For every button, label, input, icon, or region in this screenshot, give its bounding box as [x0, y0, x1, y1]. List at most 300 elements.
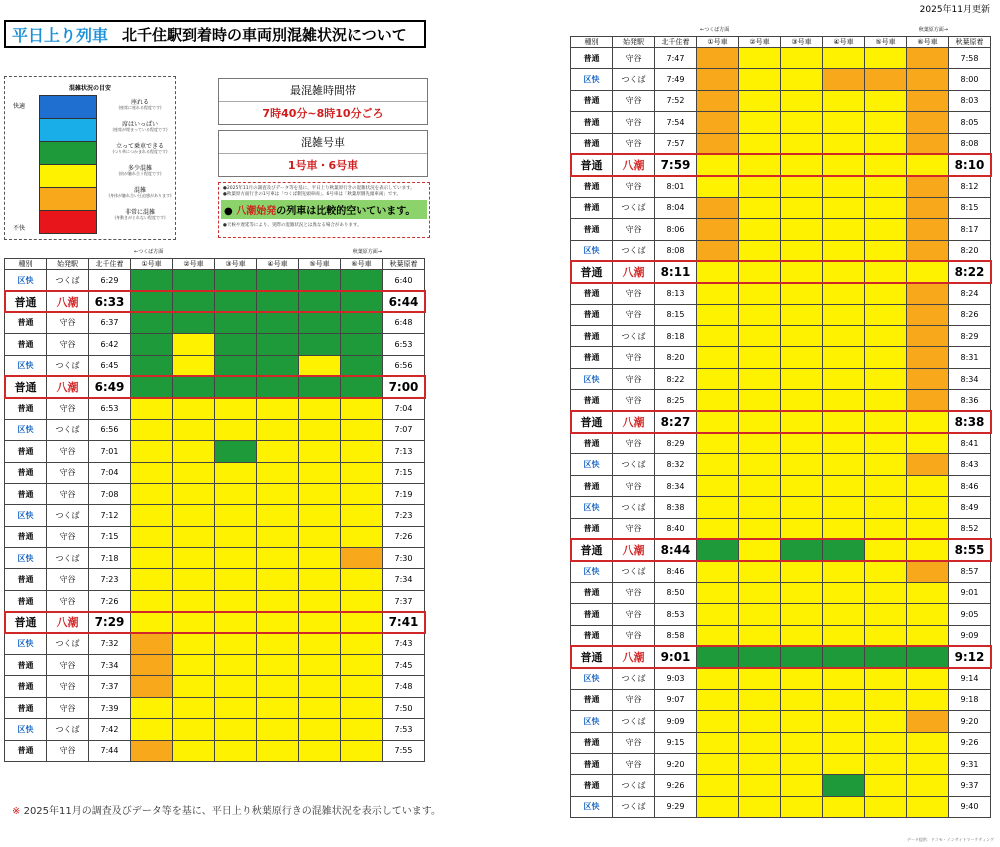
origin-station: 守谷 — [47, 740, 89, 761]
kitasenju-arrival: 7:01 — [89, 441, 131, 462]
car-1-crowding — [131, 569, 173, 590]
kitasenju-arrival: 6:49 — [89, 376, 131, 397]
origin-station: つくば — [613, 454, 655, 475]
car-3-crowding — [781, 347, 823, 368]
train-row — [571, 497, 991, 518]
kitasenju-arrival: 7:44 — [89, 740, 131, 761]
footer-text: 2025年11月の調査及びデータ等を基に、平日上り秋葉原行きの混雑状況を表示しています。 — [23, 806, 441, 817]
column-header: ⑤号車 — [865, 37, 907, 48]
kitasenju-arrival: 8:13 — [655, 283, 697, 304]
car-3-crowding — [215, 548, 257, 569]
timetable-right — [570, 26, 996, 818]
legend-level-text: 混雑 — [133, 187, 146, 194]
akihabara-arrival: 7:13 — [383, 441, 425, 462]
title-tag: 平日上り列車 — [12, 25, 109, 45]
kitasenju-arrival: 9:07 — [655, 689, 697, 710]
akihabara-arrival: 9:26 — [949, 732, 991, 753]
car-3-crowding — [781, 561, 823, 582]
car-5-crowding — [865, 112, 907, 133]
car-6-crowding — [907, 154, 949, 175]
car-4-crowding — [257, 270, 299, 291]
car-5-crowding — [299, 462, 341, 483]
car-1-crowding — [131, 355, 173, 376]
kitasenju-arrival: 8:11 — [655, 261, 697, 282]
car-1-crowding — [697, 48, 739, 69]
car-6-crowding — [907, 753, 949, 774]
kitasenju-arrival: 9:09 — [655, 711, 697, 732]
car-3-crowding — [781, 711, 823, 732]
train-row — [571, 475, 991, 496]
car-2-crowding — [739, 154, 781, 175]
car-1-crowding — [131, 633, 173, 654]
car-5-crowding — [299, 483, 341, 504]
car-1-crowding — [697, 304, 739, 325]
car-3-crowding — [215, 612, 257, 633]
car-1-crowding — [131, 441, 173, 462]
train-row — [571, 112, 991, 133]
car-4-crowding — [823, 133, 865, 154]
car-3-crowding — [215, 676, 257, 697]
train-row — [571, 304, 991, 325]
peak-time-box — [218, 78, 428, 125]
train-type: 普通 — [5, 526, 47, 547]
akihabara-arrival: 7:37 — [383, 590, 425, 611]
car-5-crowding — [299, 697, 341, 718]
train-row — [571, 625, 991, 646]
train-row — [5, 569, 425, 590]
train-row — [571, 326, 991, 347]
train-row — [5, 740, 425, 761]
car-3-crowding — [215, 569, 257, 590]
train-type: 普通 — [5, 291, 47, 312]
car-4-crowding — [823, 711, 865, 732]
car-1-crowding — [697, 561, 739, 582]
train-type: 普通 — [571, 48, 613, 69]
kitasenju-arrival: 8:06 — [655, 219, 697, 240]
car-4-crowding — [823, 283, 865, 304]
train-type: 普通 — [5, 376, 47, 397]
car-3-crowding — [215, 462, 257, 483]
car-4-crowding — [257, 697, 299, 718]
car-1-crowding — [131, 334, 173, 355]
car-2-crowding — [173, 569, 215, 590]
crowded-car-head: 混雑号車 — [219, 131, 427, 154]
car-2-crowding — [739, 112, 781, 133]
car-5-crowding — [865, 69, 907, 90]
car-2-crowding — [739, 475, 781, 496]
car-4-crowding — [257, 740, 299, 761]
origin-station: 守谷 — [613, 732, 655, 753]
train-row — [571, 176, 991, 197]
akihabara-arrival: 7:53 — [383, 719, 425, 740]
train-row — [5, 526, 425, 547]
car-1-crowding — [697, 796, 739, 817]
origin-station: 守谷 — [47, 334, 89, 355]
akihabara-arrival: 7:00 — [383, 376, 425, 397]
car-4-crowding — [257, 676, 299, 697]
kitasenju-arrival: 8:38 — [655, 497, 697, 518]
train-type: 普通 — [571, 326, 613, 347]
car-3-crowding — [215, 334, 257, 355]
car-6-crowding — [907, 454, 949, 475]
column-header: 始発駅 — [47, 259, 89, 270]
kitasenju-arrival: 9:26 — [655, 775, 697, 796]
car-6-crowding — [907, 796, 949, 817]
legend-level-sub: (肩が触れ合う程度です) — [118, 171, 162, 177]
train-row — [571, 668, 991, 689]
table-header-row — [5, 259, 425, 270]
train-type: 区快 — [5, 548, 47, 569]
car-2-crowding — [173, 655, 215, 676]
origin-station: 守谷 — [613, 304, 655, 325]
car-3-crowding — [781, 261, 823, 282]
train-type: 普通 — [5, 740, 47, 761]
kitasenju-arrival: 8:15 — [655, 304, 697, 325]
train-type: 区快 — [571, 796, 613, 817]
train-type: 区快 — [571, 454, 613, 475]
car-6-crowding — [341, 697, 383, 718]
car-4-crowding — [823, 154, 865, 175]
legend-level-label — [105, 165, 175, 177]
car-3-crowding — [215, 312, 257, 333]
car-2-crowding — [739, 689, 781, 710]
train-type: 区快 — [5, 355, 47, 376]
car-4-crowding — [257, 355, 299, 376]
car-6-crowding — [907, 326, 949, 347]
car-6-crowding — [907, 48, 949, 69]
kitasenju-arrival: 7:32 — [89, 633, 131, 654]
car-2-crowding — [173, 355, 215, 376]
car-2-crowding — [739, 454, 781, 475]
car-4-crowding — [823, 497, 865, 518]
kitasenju-arrival: 7:12 — [89, 505, 131, 526]
car-1-crowding — [697, 433, 739, 454]
akihabara-arrival: 8:38 — [949, 411, 991, 432]
car-2-crowding — [173, 462, 215, 483]
legend-level-sub: (つり革につかまれる程度です) — [112, 149, 168, 155]
column-header: ④号車 — [257, 259, 299, 270]
car-5-crowding — [299, 334, 341, 355]
car-5-crowding — [865, 197, 907, 218]
train-type: 普通 — [5, 676, 47, 697]
train-type: 普通 — [571, 689, 613, 710]
origin-station: 守谷 — [613, 347, 655, 368]
akihabara-arrival: 9:09 — [949, 625, 991, 646]
car-4-crowding — [823, 69, 865, 90]
akihabara-arrival: 8:08 — [949, 133, 991, 154]
car-2-crowding — [173, 676, 215, 697]
train-row — [5, 462, 425, 483]
direction-left-label-2: ←つくば方面 — [700, 27, 730, 33]
car-1-crowding — [131, 376, 173, 397]
column-header: ③号車 — [215, 259, 257, 270]
akihabara-arrival: 8:46 — [949, 475, 991, 496]
car-2-crowding — [173, 719, 215, 740]
akihabara-arrival: 7:19 — [383, 483, 425, 504]
train-type: 普通 — [5, 312, 47, 333]
car-6-crowding — [907, 582, 949, 603]
legend-level-label — [105, 209, 175, 221]
car-5-crowding — [865, 240, 907, 261]
train-type: 普通 — [571, 283, 613, 304]
train-type: 区快 — [5, 719, 47, 740]
akihabara-arrival: 8:15 — [949, 197, 991, 218]
car-2-crowding — [739, 304, 781, 325]
car-5-crowding — [865, 304, 907, 325]
car-3-crowding — [215, 441, 257, 462]
train-type: 普通 — [5, 398, 47, 419]
akihabara-arrival: 8:10 — [949, 154, 991, 175]
kitasenju-arrival: 8:20 — [655, 347, 697, 368]
car-5-crowding — [299, 441, 341, 462]
car-4-crowding — [823, 561, 865, 582]
akihabara-arrival: 7:45 — [383, 655, 425, 676]
train-row — [5, 697, 425, 718]
car-3-crowding — [781, 411, 823, 432]
train-row — [571, 240, 991, 261]
car-1-crowding — [131, 398, 173, 419]
column-header: ②号車 — [739, 37, 781, 48]
akihabara-arrival: 8:49 — [949, 497, 991, 518]
akihabara-arrival: 7:04 — [383, 398, 425, 419]
note-3: ●天候や遅延等により、実際の混雑状況とは異なる場合があります。 — [223, 223, 362, 228]
train-type: 普通 — [571, 219, 613, 240]
origin-station: 守谷 — [47, 697, 89, 718]
akihabara-arrival: 8:41 — [949, 433, 991, 454]
car-4-crowding — [823, 604, 865, 625]
origin-station: 守谷 — [613, 753, 655, 774]
kitasenju-arrival: 9:29 — [655, 796, 697, 817]
car-6-crowding — [907, 283, 949, 304]
car-1-crowding — [131, 740, 173, 761]
kitasenju-arrival: 8:34 — [655, 475, 697, 496]
car-3-crowding — [781, 283, 823, 304]
car-6-crowding — [907, 219, 949, 240]
timetable-left — [4, 248, 430, 762]
car-4-crowding — [823, 240, 865, 261]
car-2-crowding — [173, 526, 215, 547]
origin-station: つくば — [613, 326, 655, 347]
car-2-crowding — [739, 133, 781, 154]
train-type: 普通 — [5, 590, 47, 611]
akihabara-arrival: 7:34 — [383, 569, 425, 590]
car-2-crowding — [739, 48, 781, 69]
car-1-crowding — [697, 668, 739, 689]
car-5-crowding — [299, 655, 341, 676]
car-1-crowding — [697, 646, 739, 667]
train-row — [5, 419, 425, 440]
car-5-crowding — [299, 719, 341, 740]
car-2-crowding — [739, 390, 781, 411]
car-5-crowding — [299, 312, 341, 333]
car-3-crowding — [215, 719, 257, 740]
car-4-crowding — [257, 312, 299, 333]
table-header-row — [571, 37, 991, 48]
car-1-crowding — [697, 475, 739, 496]
legend-level-text: 多少混雑 — [127, 165, 152, 172]
origin-station: 守谷 — [613, 518, 655, 539]
kitasenju-arrival: 7:47 — [655, 48, 697, 69]
column-header: ④号車 — [823, 37, 865, 48]
car-2-crowding — [173, 697, 215, 718]
akihabara-arrival: 9:37 — [949, 775, 991, 796]
kitasenju-arrival: 8:08 — [655, 240, 697, 261]
car-6-crowding — [907, 176, 949, 197]
kitasenju-arrival: 8:04 — [655, 197, 697, 218]
origin-station: 守谷 — [613, 368, 655, 389]
train-row — [5, 548, 425, 569]
car-6-crowding — [907, 646, 949, 667]
car-5-crowding — [865, 48, 907, 69]
train-row — [571, 582, 991, 603]
origin-station: 守谷 — [47, 590, 89, 611]
akihabara-arrival: 8:24 — [949, 283, 991, 304]
legend-bottom-label: 不快 — [13, 225, 26, 232]
akihabara-arrival: 6:53 — [383, 334, 425, 355]
train-row — [571, 518, 991, 539]
car-6-crowding — [907, 711, 949, 732]
origin-station: つくば — [47, 355, 89, 376]
kitasenju-arrival: 7:54 — [655, 112, 697, 133]
kitasenju-arrival: 7:52 — [655, 90, 697, 111]
akihabara-arrival: 8:05 — [949, 112, 991, 133]
akihabara-arrival: 9:01 — [949, 582, 991, 603]
car-4-crowding — [823, 775, 865, 796]
kitasenju-arrival: 7:59 — [655, 154, 697, 175]
train-row — [5, 505, 425, 526]
car-4-crowding — [823, 539, 865, 560]
train-type: 普通 — [5, 655, 47, 676]
train-row — [5, 355, 425, 376]
car-3-crowding — [781, 69, 823, 90]
train-row-yashio — [5, 291, 425, 312]
legend-level-label — [105, 143, 175, 155]
car-3-crowding — [781, 646, 823, 667]
akihabara-arrival: 6:56 — [383, 355, 425, 376]
legend-swatch — [39, 95, 97, 119]
car-2-crowding — [173, 441, 215, 462]
origin-station: 守谷 — [613, 90, 655, 111]
origin-station: 守谷 — [47, 312, 89, 333]
note-highlight: ● 八潮始発の列車は比較的空いています。 — [221, 200, 427, 219]
car-2-crowding — [173, 398, 215, 419]
origin-station: つくば — [613, 796, 655, 817]
car-4-crowding — [823, 368, 865, 389]
origin-station: 八潮 — [613, 261, 655, 282]
train-type: 区快 — [571, 240, 613, 261]
legend-level-text: 立って乗車できる — [115, 143, 164, 150]
car-1-crowding — [131, 483, 173, 504]
car-6-crowding — [907, 304, 949, 325]
car-6-crowding — [341, 526, 383, 547]
train-type: 普通 — [571, 518, 613, 539]
car-3-crowding — [781, 775, 823, 796]
akihabara-arrival: 8:22 — [949, 261, 991, 282]
car-3-crowding — [215, 633, 257, 654]
origin-station: 守谷 — [613, 604, 655, 625]
car-4-crowding — [823, 732, 865, 753]
train-type: 普通 — [571, 197, 613, 218]
car-4-crowding — [257, 334, 299, 355]
train-type: 区快 — [5, 505, 47, 526]
footer-note — [12, 802, 441, 817]
car-5-crowding — [865, 475, 907, 496]
train-row — [5, 270, 425, 291]
train-row — [5, 398, 425, 419]
origin-station: 八潮 — [613, 646, 655, 667]
car-2-crowding — [739, 732, 781, 753]
car-1-crowding — [697, 154, 739, 175]
legend-swatch — [39, 165, 97, 188]
car-4-crowding — [257, 719, 299, 740]
timetable-right-table — [570, 36, 991, 818]
akihabara-arrival: 7:48 — [383, 676, 425, 697]
train-row — [571, 711, 991, 732]
train-row — [5, 676, 425, 697]
akihabara-arrival: 7:30 — [383, 548, 425, 569]
kitasenju-arrival: 9:15 — [655, 732, 697, 753]
akihabara-arrival: 7:23 — [383, 505, 425, 526]
column-header: 種別 — [571, 37, 613, 48]
car-5-crowding — [865, 539, 907, 560]
car-3-crowding — [215, 655, 257, 676]
car-6-crowding — [341, 740, 383, 761]
akihabara-arrival: 9:31 — [949, 753, 991, 774]
car-4-crowding — [257, 291, 299, 312]
akihabara-arrival: 9:05 — [949, 604, 991, 625]
kitasenju-arrival: 6:42 — [89, 334, 131, 355]
car-2-crowding — [739, 176, 781, 197]
car-3-crowding — [781, 154, 823, 175]
car-6-crowding — [341, 483, 383, 504]
kitasenju-arrival: 7:26 — [89, 590, 131, 611]
akihabara-arrival: 8:43 — [949, 454, 991, 475]
car-2-crowding — [739, 326, 781, 347]
car-6-crowding — [341, 590, 383, 611]
car-2-crowding — [173, 483, 215, 504]
origin-station: 守谷 — [613, 689, 655, 710]
train-row — [5, 312, 425, 333]
car-4-crowding — [823, 304, 865, 325]
train-type: 区快 — [571, 668, 613, 689]
train-row — [571, 732, 991, 753]
origin-station: 守谷 — [47, 441, 89, 462]
car-1-crowding — [131, 548, 173, 569]
legend-title: 混雑状況の目安 — [68, 85, 111, 92]
origin-station: つくば — [613, 240, 655, 261]
car-1-crowding — [697, 711, 739, 732]
car-3-crowding — [781, 219, 823, 240]
train-type: 普通 — [571, 112, 613, 133]
car-5-crowding — [865, 90, 907, 111]
car-3-crowding — [781, 326, 823, 347]
kitasenju-arrival: 6:56 — [89, 419, 131, 440]
car-4-crowding — [257, 569, 299, 590]
akihabara-arrival: 7:43 — [383, 633, 425, 654]
crowded-car-value: 1号車・6号車 — [287, 159, 359, 172]
column-header: ①号車 — [697, 37, 739, 48]
legend-swatch — [39, 119, 97, 142]
origin-station: 守谷 — [47, 462, 89, 483]
origin-station: つくば — [47, 270, 89, 291]
car-2-crowding — [739, 582, 781, 603]
origin-station: つくば — [613, 497, 655, 518]
origin-station: 八潮 — [47, 376, 89, 397]
car-1-crowding — [697, 689, 739, 710]
kitasenju-arrival: 6:37 — [89, 312, 131, 333]
kitasenju-arrival: 6:33 — [89, 291, 131, 312]
kitasenju-arrival: 9:20 — [655, 753, 697, 774]
